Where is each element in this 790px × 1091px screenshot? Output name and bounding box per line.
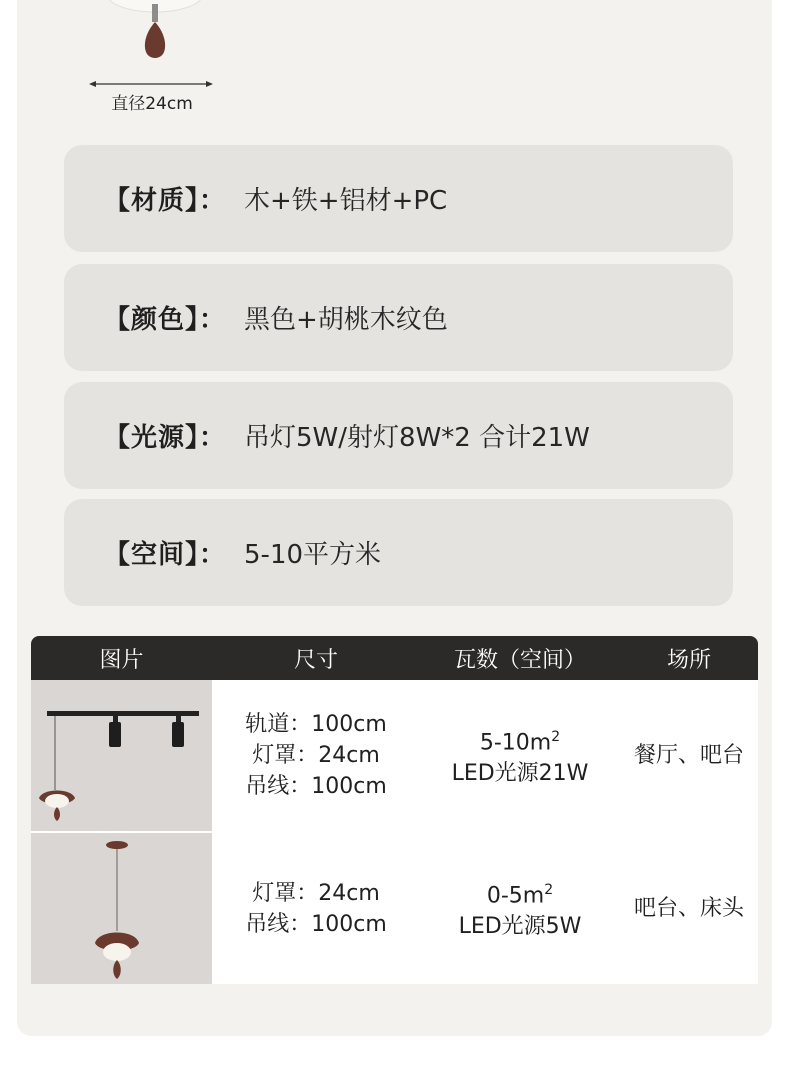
- place-cell: 餐厅、吧台: [633, 743, 744, 768]
- wattage-cell: [420, 833, 620, 984]
- spec-key: 【颜色】：: [104, 305, 227, 335]
- area-range: $0-5m^2$: [486, 881, 554, 909]
- size-line: 吊线：100cm: [245, 911, 387, 937]
- spec-value: 5-10平方米: [244, 540, 382, 570]
- spec-value: 木+铁+铝材+PC: [244, 186, 448, 216]
- size-cell: [212, 833, 420, 984]
- spec-key: 【光源】：: [104, 423, 227, 453]
- spec-value: 黑色+胡桃木纹色: [244, 305, 448, 335]
- header-size: 尺寸: [293, 647, 338, 673]
- spec-light-source: [64, 382, 733, 489]
- wattage-cell: [420, 680, 620, 831]
- track-light-illustration: [31, 680, 212, 831]
- product-image-track: [31, 680, 212, 831]
- size-line: 吊线：100cm: [245, 774, 387, 799]
- area-range: $5-10m^2$: [479, 728, 561, 756]
- table-row: [31, 833, 758, 984]
- header-image: 图片: [99, 647, 144, 673]
- header-place: 场所: [666, 647, 711, 673]
- size-cell: [212, 680, 420, 831]
- size-line: 灯罩：24cm: [252, 880, 380, 906]
- spec-key: 【空间】：: [104, 540, 227, 570]
- spec-material: [64, 145, 733, 252]
- pendant-lamp-illustration: [31, 833, 212, 984]
- spec-value: 吊灯5W/射灯8W*2 合计21W: [244, 423, 590, 453]
- spec-space: [64, 499, 733, 606]
- light-source: LED光源21W: [451, 761, 589, 787]
- size-line: 灯罩：24cm: [252, 743, 380, 768]
- header-wattage: 瓦数（空间）: [453, 647, 586, 673]
- spec-color: [64, 264, 733, 371]
- product-image-pendant: [31, 833, 212, 984]
- light-source: LED光源5W: [458, 914, 582, 940]
- table-row: [31, 680, 758, 833]
- table-header: [31, 636, 758, 680]
- size-line: 轨道：100cm: [245, 712, 387, 737]
- place-cell: 吧台、床头: [633, 896, 744, 921]
- dimension-label: 直径24cm: [111, 94, 193, 114]
- product-table: [31, 636, 758, 984]
- spec-key: 【材质】：: [104, 186, 227, 216]
